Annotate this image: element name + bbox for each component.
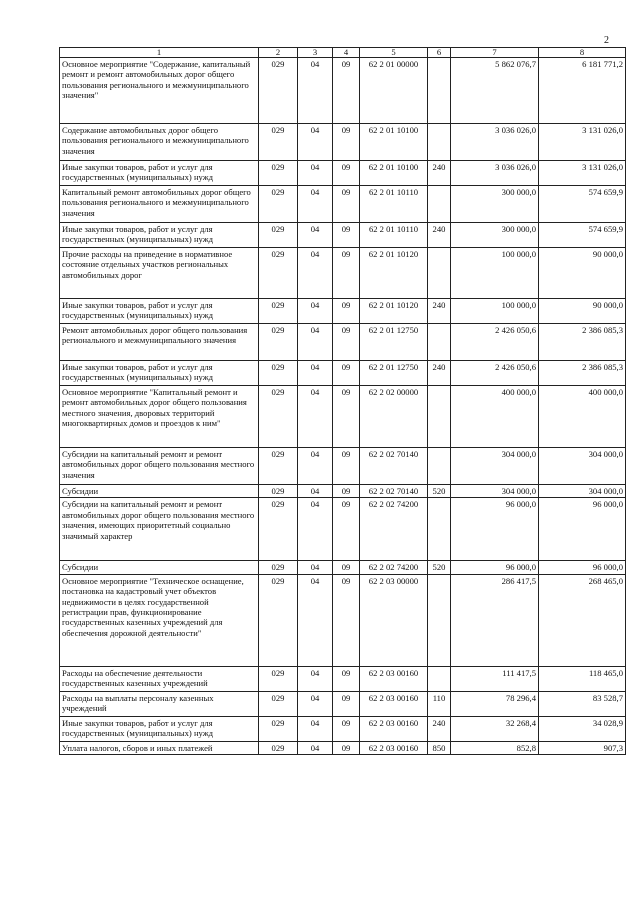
table-row xyxy=(60,161,626,186)
row-vr-cell: 110 xyxy=(428,691,451,716)
row-grbs-cell: 029 xyxy=(259,161,298,186)
row-csr-cell: 62 2 02 70140 xyxy=(360,485,428,498)
row-rz-cell: 04 xyxy=(298,498,333,561)
row-csr-cell: 62 2 01 00000 xyxy=(360,58,428,124)
row-name-cell: Субсидии на капитальный ремонт и ремонт автомобильных дорог общего пользования местного значения, имеющих приоритетный социально значимый характер xyxy=(60,498,259,561)
row-rz-cell: 04 xyxy=(298,324,333,361)
header-row xyxy=(60,48,626,58)
row-year1-cell: 400 000,0 xyxy=(451,386,539,448)
row-grbs-cell: 029 xyxy=(259,691,298,716)
row-year2-cell: 400 000,0 xyxy=(539,386,626,448)
table-row xyxy=(60,498,626,561)
row-name-cell: Иные закупки товаров, работ и услуг для государственных (муниципальных) нужд xyxy=(60,161,259,186)
row-name-cell: Уплата налогов, сборов и иных платежей xyxy=(60,741,259,754)
row-grbs-cell: 029 xyxy=(259,448,298,485)
table-row xyxy=(60,691,626,716)
row-vr-cell: 240 xyxy=(428,716,451,741)
page-number: 2 xyxy=(604,35,609,46)
row-grbs-cell: 029 xyxy=(259,561,298,574)
row-rz-cell: 04 xyxy=(298,741,333,754)
row-vr-cell xyxy=(428,574,451,666)
row-csr-cell: 62 2 01 10100 xyxy=(360,161,428,186)
row-vr-cell xyxy=(428,248,451,299)
row-csr-cell: 62 2 01 10110 xyxy=(360,223,428,248)
row-vr-cell xyxy=(428,498,451,561)
row-year1-cell: 304 000,0 xyxy=(451,485,539,498)
row-rz-cell: 04 xyxy=(298,223,333,248)
budget-table xyxy=(59,47,626,755)
row-name-cell: Содержание автомобильных дорог общего пользования регионального и межмуниципального значения xyxy=(60,124,259,161)
table-body xyxy=(60,48,626,755)
header-cell-2: 2 xyxy=(259,48,298,58)
row-year2-cell: 574 659,9 xyxy=(539,186,626,223)
table-row xyxy=(60,561,626,574)
row-csr-cell: 62 2 02 70140 xyxy=(360,448,428,485)
row-year1-cell: 96 000,0 xyxy=(451,561,539,574)
header-cell-7: 7 xyxy=(451,48,539,58)
row-grbs-cell: 029 xyxy=(259,386,298,448)
row-name-cell: Субсидии xyxy=(60,485,259,498)
row-year1-cell: 100 000,0 xyxy=(451,299,539,324)
row-year2-cell: 2 386 085,3 xyxy=(539,324,626,361)
row-year2-cell: 6 181 771,2 xyxy=(539,58,626,124)
row-rz-cell: 04 xyxy=(298,691,333,716)
row-vr-cell: 520 xyxy=(428,561,451,574)
row-csr-cell: 62 2 03 00160 xyxy=(360,716,428,741)
row-csr-cell: 62 2 03 00000 xyxy=(360,574,428,666)
table-row xyxy=(60,58,626,124)
row-pr-cell: 09 xyxy=(333,741,360,754)
row-vr-cell: 240 xyxy=(428,161,451,186)
row-year2-cell: 574 659,9 xyxy=(539,223,626,248)
row-name-cell: Иные закупки товаров, работ и услуг для государственных (муниципальных) нужд xyxy=(60,716,259,741)
row-pr-cell: 09 xyxy=(333,574,360,666)
row-vr-cell xyxy=(428,186,451,223)
row-pr-cell: 09 xyxy=(333,324,360,361)
row-csr-cell: 62 2 01 12750 xyxy=(360,361,428,386)
row-pr-cell: 09 xyxy=(333,691,360,716)
row-name-cell: Расходы на выплаты персоналу казенных учреждений xyxy=(60,691,259,716)
row-year1-cell: 100 000,0 xyxy=(451,248,539,299)
header-cell-1: 1 xyxy=(60,48,259,58)
row-year1-cell: 2 426 050,6 xyxy=(451,324,539,361)
row-grbs-cell: 029 xyxy=(259,716,298,741)
row-pr-cell: 09 xyxy=(333,498,360,561)
row-year1-cell: 300 000,0 xyxy=(451,223,539,248)
row-year1-cell: 300 000,0 xyxy=(451,186,539,223)
row-rz-cell: 04 xyxy=(298,161,333,186)
table-row xyxy=(60,186,626,223)
row-year2-cell: 3 131 026,0 xyxy=(539,124,626,161)
row-pr-cell: 09 xyxy=(333,248,360,299)
row-year2-cell: 83 528,7 xyxy=(539,691,626,716)
row-year1-cell: 286 417,5 xyxy=(451,574,539,666)
row-csr-cell: 62 2 02 74200 xyxy=(360,498,428,561)
row-name-cell: Иные закупки товаров, работ и услуг для государственных (муниципальных) нужд xyxy=(60,223,259,248)
row-csr-cell: 62 2 01 10120 xyxy=(360,299,428,324)
row-pr-cell: 09 xyxy=(333,361,360,386)
row-vr-cell: 520 xyxy=(428,485,451,498)
header-cell-8: 8 xyxy=(539,48,626,58)
row-grbs-cell: 029 xyxy=(259,186,298,223)
row-pr-cell: 09 xyxy=(333,223,360,248)
table-row xyxy=(60,223,626,248)
row-rz-cell: 04 xyxy=(298,361,333,386)
row-csr-cell: 62 2 01 10100 xyxy=(360,124,428,161)
row-vr-cell xyxy=(428,448,451,485)
row-csr-cell: 62 2 01 10120 xyxy=(360,248,428,299)
table-row xyxy=(60,485,626,498)
row-year2-cell: 2 386 085,3 xyxy=(539,361,626,386)
row-grbs-cell: 029 xyxy=(259,574,298,666)
row-pr-cell: 09 xyxy=(333,58,360,124)
row-year1-cell: 3 036 026,0 xyxy=(451,124,539,161)
row-csr-cell: 62 2 03 00160 xyxy=(360,691,428,716)
row-rz-cell: 04 xyxy=(298,561,333,574)
row-year2-cell: 34 028,9 xyxy=(539,716,626,741)
table-row xyxy=(60,299,626,324)
row-grbs-cell: 029 xyxy=(259,666,298,691)
row-year1-cell: 32 268,4 xyxy=(451,716,539,741)
row-year2-cell: 907,3 xyxy=(539,741,626,754)
row-vr-cell: 240 xyxy=(428,299,451,324)
row-vr-cell xyxy=(428,58,451,124)
row-year1-cell: 5 862 076,7 xyxy=(451,58,539,124)
row-year1-cell: 3 036 026,0 xyxy=(451,161,539,186)
row-csr-cell: 62 2 03 00160 xyxy=(360,666,428,691)
row-pr-cell: 09 xyxy=(333,161,360,186)
row-year2-cell: 118 465,0 xyxy=(539,666,626,691)
row-pr-cell: 09 xyxy=(333,124,360,161)
row-rz-cell: 04 xyxy=(298,574,333,666)
row-vr-cell xyxy=(428,124,451,161)
row-year2-cell: 268 465,0 xyxy=(539,574,626,666)
row-csr-cell: 62 2 03 00160 xyxy=(360,741,428,754)
row-pr-cell: 09 xyxy=(333,716,360,741)
table-row xyxy=(60,324,626,361)
row-rz-cell: 04 xyxy=(298,248,333,299)
table-row xyxy=(60,448,626,485)
row-grbs-cell: 029 xyxy=(259,299,298,324)
table-row xyxy=(60,574,626,666)
row-year2-cell: 96 000,0 xyxy=(539,561,626,574)
row-year1-cell: 2 426 050,6 xyxy=(451,361,539,386)
row-rz-cell: 04 xyxy=(298,386,333,448)
row-grbs-cell: 029 xyxy=(259,485,298,498)
row-grbs-cell: 029 xyxy=(259,223,298,248)
row-name-cell: Основное мероприятие "Капитальный ремонт и ремонт автомобильных дорог общего пользования местного значения, дворовых территорий многоквартирных домов и проездов к ним" xyxy=(60,386,259,448)
row-pr-cell: 09 xyxy=(333,448,360,485)
row-name-cell: Прочие расходы на приведение в нормативное состояние отдельных участков региональных автомобильных дорог xyxy=(60,248,259,299)
row-vr-cell: 240 xyxy=(428,223,451,248)
row-year1-cell: 78 296,4 xyxy=(451,691,539,716)
row-vr-cell xyxy=(428,324,451,361)
row-csr-cell: 62 2 01 10110 xyxy=(360,186,428,223)
row-grbs-cell: 029 xyxy=(259,498,298,561)
row-year1-cell: 96 000,0 xyxy=(451,498,539,561)
row-grbs-cell: 029 xyxy=(259,58,298,124)
row-year2-cell: 304 000,0 xyxy=(539,448,626,485)
row-name-cell: Субсидии на капитальный ремонт и ремонт автомобильных дорог общего пользования местного значения xyxy=(60,448,259,485)
row-grbs-cell: 029 xyxy=(259,741,298,754)
row-year2-cell: 96 000,0 xyxy=(539,498,626,561)
row-pr-cell: 09 xyxy=(333,186,360,223)
row-name-cell: Иные закупки товаров, работ и услуг для государственных (муниципальных) нужд xyxy=(60,361,259,386)
row-name-cell: Основное мероприятие "Содержание, капитальный ремонт и ремонт автомобильных дорог общего пользования регионального и межмуниципального значения" xyxy=(60,58,259,124)
row-pr-cell: 09 xyxy=(333,299,360,324)
table-row xyxy=(60,741,626,754)
row-year2-cell: 3 131 026,0 xyxy=(539,161,626,186)
row-grbs-cell: 029 xyxy=(259,324,298,361)
row-year1-cell: 304 000,0 xyxy=(451,448,539,485)
row-grbs-cell: 029 xyxy=(259,248,298,299)
row-pr-cell: 09 xyxy=(333,386,360,448)
row-year2-cell: 304 000,0 xyxy=(539,485,626,498)
row-rz-cell: 04 xyxy=(298,448,333,485)
table-row xyxy=(60,361,626,386)
row-vr-cell: 850 xyxy=(428,741,451,754)
row-name-cell: Основное мероприятие "Техническое оснащение, постановка на кадастровый учет объектов недвижимости в целях государственной регистрации прав, функционирование государственных казенных учреждений для обеспечения дорожной деятельности" xyxy=(60,574,259,666)
row-rz-cell: 04 xyxy=(298,485,333,498)
row-vr-cell: 240 xyxy=(428,361,451,386)
table-row xyxy=(60,386,626,448)
row-grbs-cell: 029 xyxy=(259,124,298,161)
row-name-cell: Иные закупки товаров, работ и услуг для государственных (муниципальных) нужд xyxy=(60,299,259,324)
table-row xyxy=(60,716,626,741)
row-year1-cell: 852,8 xyxy=(451,741,539,754)
row-csr-cell: 62 2 02 00000 xyxy=(360,386,428,448)
row-name-cell: Ремонт автомобильных дорог общего пользования регионального и межмуниципального значения xyxy=(60,324,259,361)
row-pr-cell: 09 xyxy=(333,666,360,691)
row-year2-cell: 90 000,0 xyxy=(539,248,626,299)
row-vr-cell xyxy=(428,666,451,691)
table-row xyxy=(60,124,626,161)
row-grbs-cell: 029 xyxy=(259,361,298,386)
row-rz-cell: 04 xyxy=(298,299,333,324)
header-cell-5: 5 xyxy=(360,48,428,58)
row-rz-cell: 04 xyxy=(298,666,333,691)
row-name-cell: Капитальный ремонт автомобильных дорог общего пользования регионального и межмуниципального значения xyxy=(60,186,259,223)
header-cell-4: 4 xyxy=(333,48,360,58)
row-vr-cell xyxy=(428,386,451,448)
row-year2-cell: 90 000,0 xyxy=(539,299,626,324)
header-cell-3: 3 xyxy=(298,48,333,58)
row-name-cell: Субсидии xyxy=(60,561,259,574)
row-name-cell: Расходы на обеспечение деятельности государственных казенных учреждений xyxy=(60,666,259,691)
row-rz-cell: 04 xyxy=(298,124,333,161)
table-row xyxy=(60,666,626,691)
row-rz-cell: 04 xyxy=(298,716,333,741)
row-csr-cell: 62 2 02 74200 xyxy=(360,561,428,574)
row-year1-cell: 111 417,5 xyxy=(451,666,539,691)
row-csr-cell: 62 2 01 12750 xyxy=(360,324,428,361)
table-row xyxy=(60,248,626,299)
row-pr-cell: 09 xyxy=(333,561,360,574)
header-cell-6: 6 xyxy=(428,48,451,58)
row-pr-cell: 09 xyxy=(333,485,360,498)
row-rz-cell: 04 xyxy=(298,186,333,223)
row-rz-cell: 04 xyxy=(298,58,333,124)
